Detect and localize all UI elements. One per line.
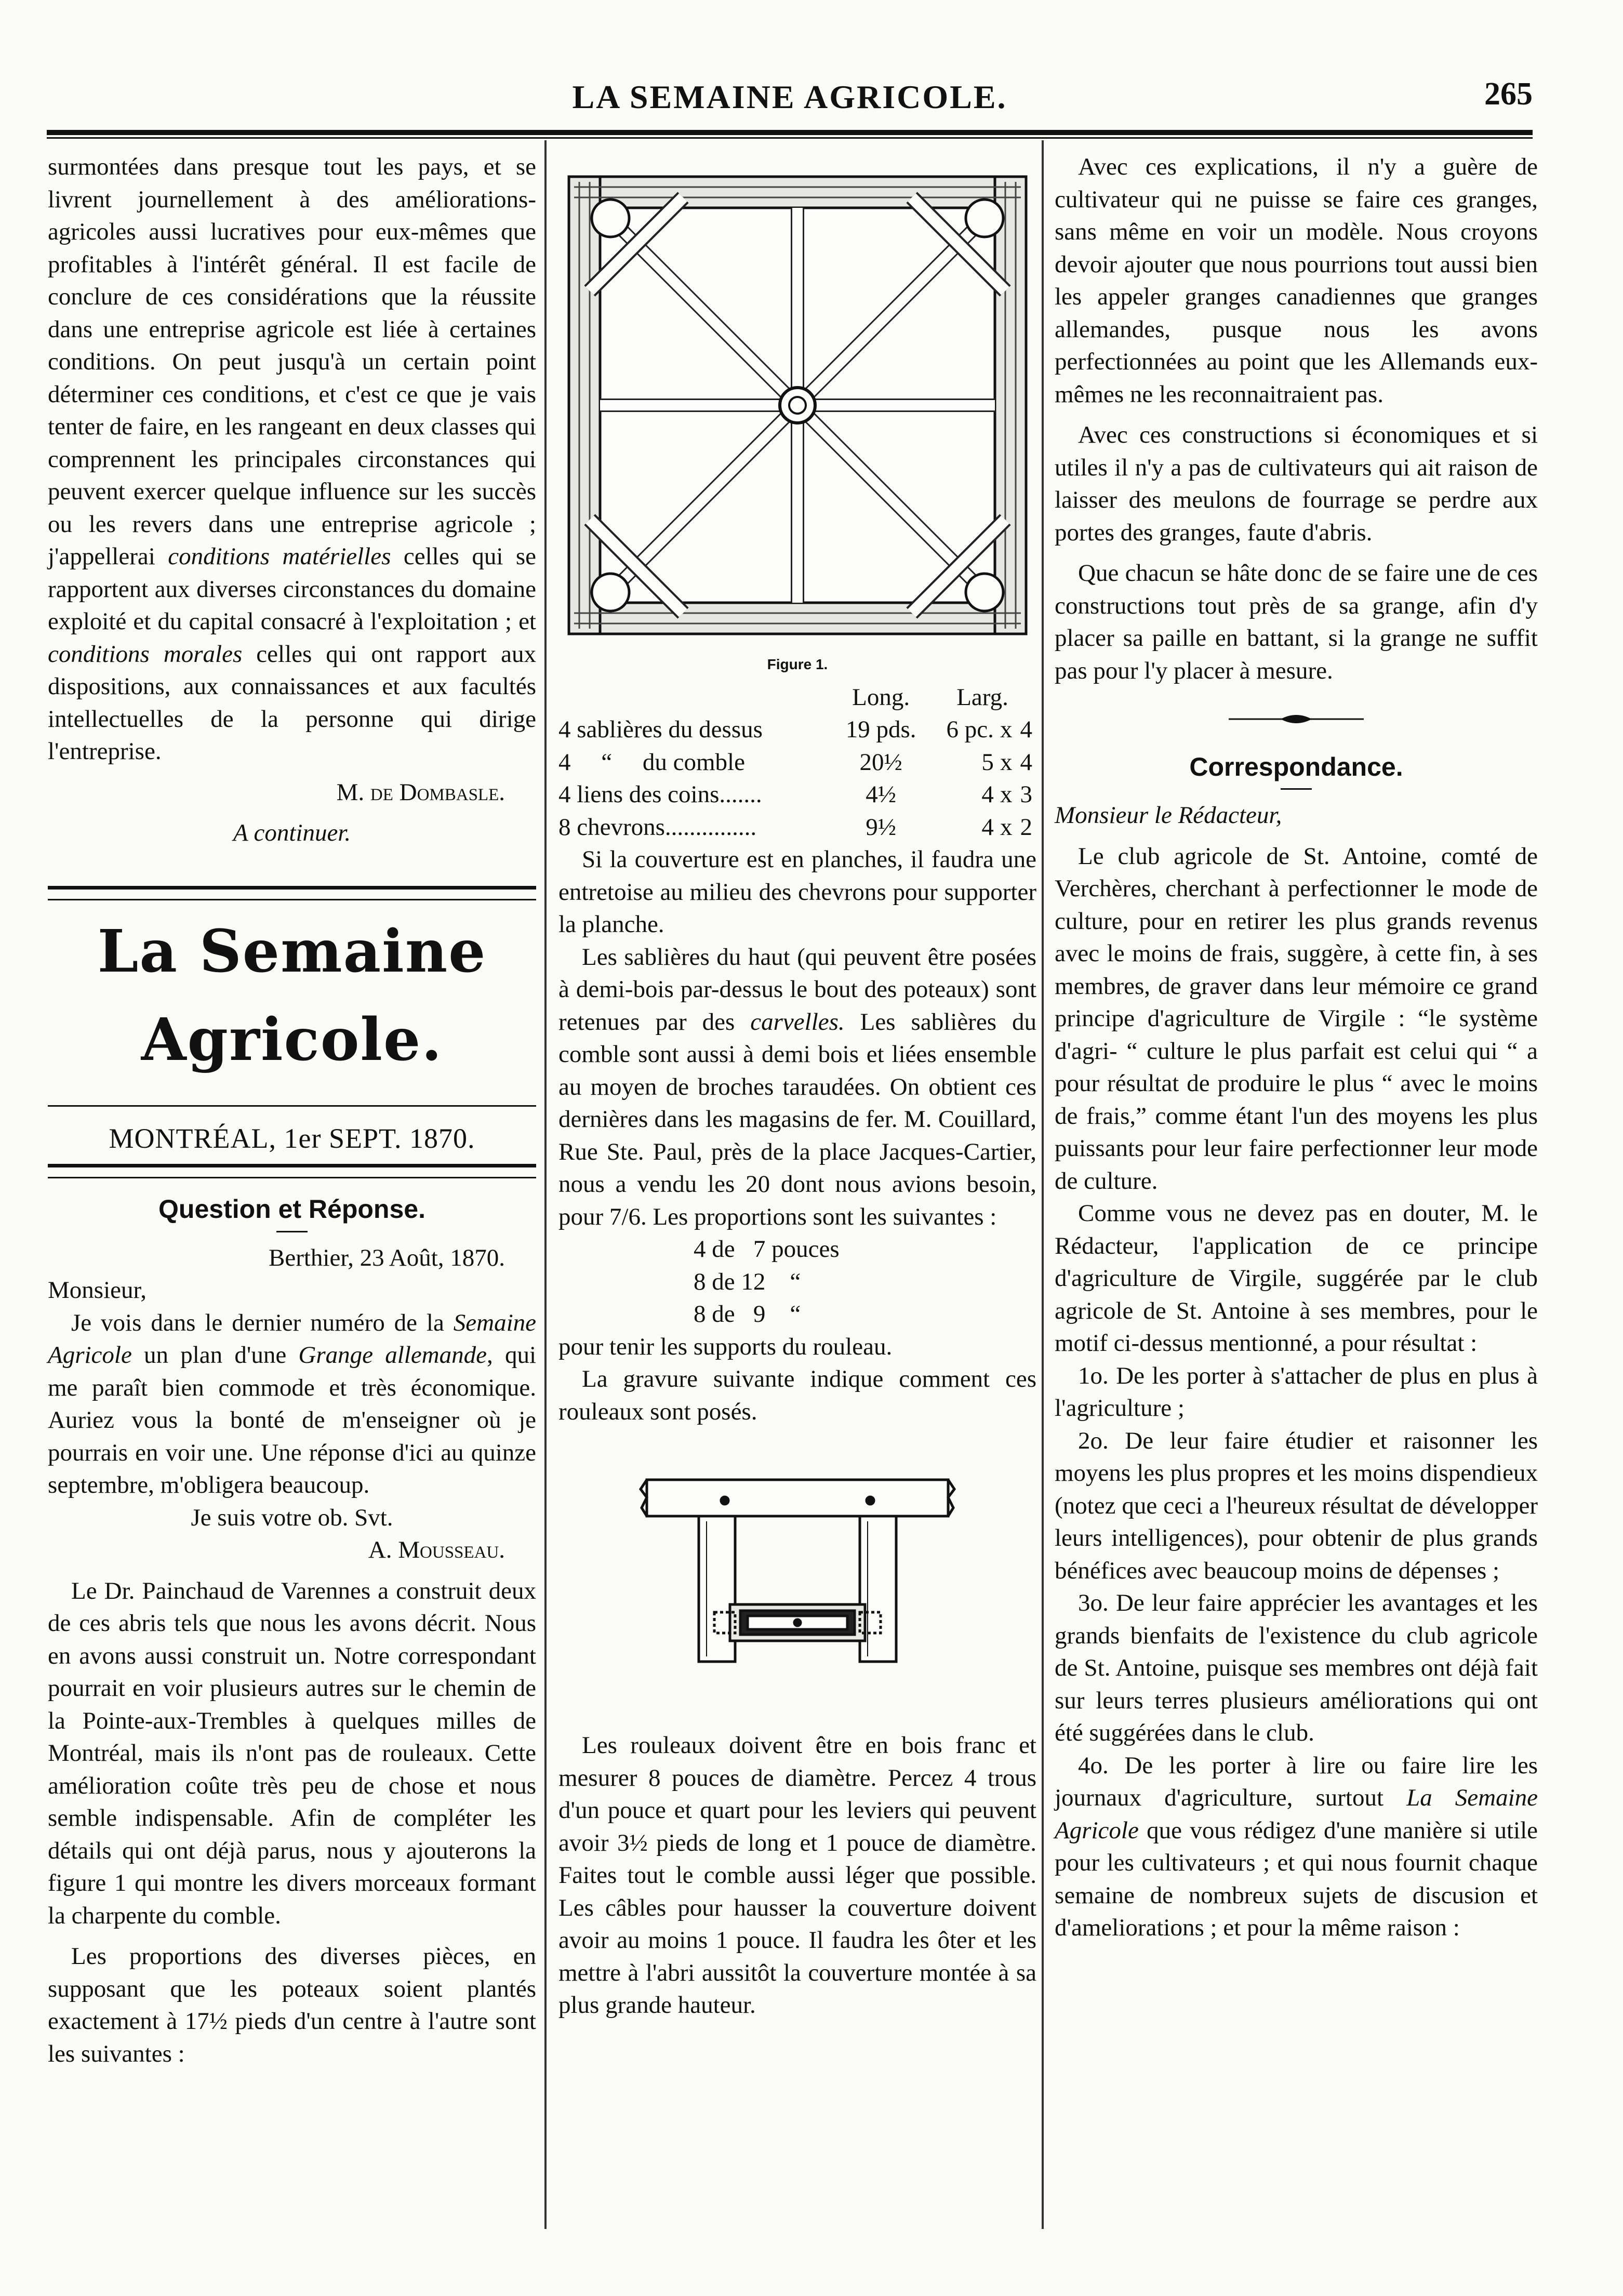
column-3	[1055, 151, 1538, 1944]
qa-section-title: Question et Réponse.	[158, 1195, 425, 1224]
dateline-rule-thin	[48, 1177, 536, 1178]
row-x: x	[1000, 716, 1013, 743]
col-header-larg: Larg.	[956, 683, 1008, 711]
paragraph: Les rouleaux doivent être en bois franc et mesurer 8 pouces de diamètre. Percez 4 trous d'un pouce et quart pour les leviers qui peuvent avoir 3½ pieds de long et 1 pouce de diamètre. Faites tout le comble aussi léger que possible. Les câbles pour hausser la couverture doivent avoir au moins 1 pouce. Il faudra les ôter et les mettre à l'abri aussitôt la couverture montée à sa plus grande hauteur.	[558, 1732, 1036, 2019]
list-item: 2o. De leur faire étudier et raisonner les moyens les plus propres et les moins dispendieux (notez que ceci a l'heureux résultat de développer leurs intelligences), pour obtenir de plus grands bénéfices avec beaucoup moins de dépenses ;	[1055, 1427, 1538, 1584]
row-x: x	[1000, 813, 1013, 841]
section-rule-thin	[48, 899, 536, 900]
title-dash	[276, 1231, 308, 1232]
row-larg1: 4	[981, 813, 994, 841]
list-item: 4 de 7 pouces	[694, 1236, 840, 1263]
table-row	[558, 778, 1036, 811]
letter-signature: A. Mousseau.	[368, 1536, 505, 1563]
paragraph: Le club agricole de St. Antoine, comté de Verchères, cherchant à perfectionner le mode de culture, pour en retirer les plus grands revenus avec le moins de frais, suggère, à cette fin, à ses membres, de graver dans leur mémoire ce grand principe d'agriculture de Virgile : “le système d'agri- “ culture le plus parfait est celui qui “ a pour résultat de produire le plus “ avec le moins de frais,” comme étant l'un des moyens les plus puissants pour leur faire perfectionner leur mode de culture.	[1055, 842, 1538, 1195]
table-row	[558, 746, 1036, 779]
column-divider-2	[1042, 140, 1044, 2229]
section-rule	[48, 886, 536, 890]
timber-dimensions-table	[558, 681, 1036, 844]
masthead-rule	[48, 1105, 536, 1107]
header-rule	[47, 130, 1533, 135]
row-long: 19 pds.	[845, 716, 916, 743]
dateline: MONTRÉAL, 1er SEPT. 1870.	[109, 1122, 475, 1154]
ornament-divider	[1055, 702, 1538, 735]
title-dash	[1281, 788, 1312, 790]
row-label: 4 sablières du dessus	[558, 716, 763, 743]
letter-closing: Je suis votre ob. Svt.	[191, 1504, 393, 1531]
row-x: x	[1000, 748, 1013, 776]
author-signature: M. de Dombasle.	[336, 778, 505, 806]
roof-frame-figure	[558, 166, 1036, 644]
row-long: 20½	[859, 748, 902, 776]
column-1	[48, 151, 536, 2070]
paragraph: Les sablières du haut (qui peuvent être posées à demi-bois par-dessus le bout des poteaux) sont retenues par des carvelles. Les sablières du comble sont aussi à demi bois et liées ensemble au moyen de broches taraudées. On obtient ces dernières dans les magasins de fer. M. Couillard, Rue Ste. Paul, près de la place Jacques-Cartier, nous a vendu les 20 dont nous avions besoin, pour 7/6. Les proportions sont les suivantes :	[558, 943, 1036, 1230]
row-larg2: 3	[1020, 781, 1032, 808]
letter-place-date: Berthier, 23 Août, 1870.	[268, 1244, 505, 1271]
list-item: 3o. De leur faire apprécier les avantages et les grands bienfaits de l'existence du club agricole de St. Antoine, puisque ses membres ont déjà fait sur leurs terres plusieurs améliorations qui ont été suggérées dans le club.	[1055, 1589, 1538, 1746]
answer-paragraph: Le Dr. Painchaud de Varennes a construit deux de ces abris tels que nous les avons décrit. Nous en avons aussi construit un. Notre correspondant pourrait en voir plusieurs autres sur le chemin de la Pointe-aux-Trembles à quelques milles de Montréal, mais ils n'ont pas de rouleaux. Cette amélioration coûte très peu de chose et nous semble indispensable. Afin de compléter les détails qui ont déjà parus, nous y ajouterons la figure 1 qui montre les divers morceaux formant la charpente du comble.	[48, 1577, 536, 1929]
list-item: 8 de 9 “	[694, 1300, 801, 1328]
letter-salutation: Monsieur le Rédacteur,	[1055, 802, 1282, 829]
paragraph: La gravure suivante indique comment ces rouleaux sont posés.	[558, 1365, 1036, 1425]
header-rule-thin	[47, 137, 1533, 139]
roller-figure	[636, 1469, 959, 1667]
table-row	[558, 811, 1036, 844]
row-label: 8 chevrons...............	[558, 813, 757, 841]
row-larg2: 4	[1020, 716, 1032, 743]
row-larg1: 5	[981, 748, 994, 776]
row-larg1: 4	[981, 781, 994, 808]
row-larg2: 4	[1020, 748, 1032, 776]
column-divider-1	[544, 140, 547, 2229]
row-long: 9½	[866, 813, 896, 841]
letter-body: Je vois dans le dernier numéro de la Semaine Agricole un plan d'une Grange allemande, qui me paraît bien commode et très économique. Auriez vous la bonté de m'enseigner où je pourrais en voir une. Une réponse d'ici au quinze septembre, m'obligera beaucoup.	[48, 1309, 536, 1498]
paragraph: Avec ces constructions si économiques et si utiles il n'y a pas de cultivateurs qui ait raison de laisser des meulons de fourrage se perdre aux portes des granges, faute d'abris.	[1055, 421, 1538, 546]
to-continue-note: A continuer.	[233, 819, 351, 846]
row-larg1: 6 pc.	[946, 716, 994, 743]
correspondence-title: Correspondance.	[1189, 752, 1403, 781]
paragraph: Comme vous ne devez pas en douter, M. le Rédacteur, l'application de ce principe d'agriculture de Virgile, suggérée par le club agricole de St. Antoine à ses membres, pour le motif ci-dessus mentionné, a pour résultat :	[1055, 1200, 1538, 1357]
list-item: 4o. De les porter à lire ou faire lire les journaux d'agriculture, surtout La Semaine Agricole que vous rédigez d'une manière si utile pour les cultivateurs ; et qui nous fournit chaque semaine de nombreux sujets de discusion et d'ameliorations ; et pour la même raison :	[1055, 1751, 1538, 1941]
article-continuation: surmontées dans presque tout les pays, et se livrent journellement à des améliorations-agricoles aussi lucratives pour eux-mêmes que profitables à l'intérêt général. Il est facile de conclure de ces considérations que la réussite dans une entreprise agricole est liée à certaines conditions. On peut jusqu'à un certain point déterminer ces conditions, et c'est ce que je vais tenter de faire, en les rangeant en deux classes qui comprennent les principales circonstances qui peuvent exercer quelque influence sur les succès ou les revers dans une entreprise agricole ; j'appellerai conditions matérielles celles qui se rapportent aux diverses circonstances du domaine exploité et du capital consacré à l'exploitation ; et conditions morales celles qui ont rapport aux dispositions, aux connaissances et aux facultés intellectuelles de la personne qui dirige l'entreprise.	[48, 153, 537, 765]
size-list	[694, 1233, 1036, 1331]
proportions-paragraph: Les proportions des diverses pièces, en supposant que les poteaux soient plantés exactement à 17½ pieds d'un centre à l'autre sont les suivantes :	[48, 1943, 536, 2067]
row-label: 4 “ du comble	[558, 748, 745, 776]
list-item: 1o. De les porter à s'attacher de plus en plus à l'agriculture ;	[1055, 1362, 1538, 1422]
paragraph: Avec ces explications, il n'y a guère de cultivateur qui ne puisse se faire ces granges, sans même en voir un modèle. Nous croyons devoir ajouter que nous pourrions tout aussi bien les appeler granges canadiennes que granges allemandes, pusque nous les avons perfectionnées au point que les Allemands eux-mêmes ne les reconnaitraient pas.	[1055, 153, 1538, 408]
letter-salutation: Monsieur,	[48, 1277, 147, 1304]
page-header	[47, 73, 1533, 125]
row-long: 4½	[866, 781, 896, 808]
paragraph: pour tenir les supports du rouleau.	[558, 1333, 893, 1360]
masthead-title: La Semaine Agricole.	[97, 917, 487, 1074]
column-2	[558, 151, 1036, 2022]
ornament-icon	[1229, 713, 1364, 725]
row-x: x	[1000, 781, 1013, 808]
list-item: 8 de 12 “	[694, 1268, 801, 1295]
dateline-rule	[48, 1164, 536, 1167]
paragraph: Si la couverture est en planches, il faudra une entretoise au milieu des chevrons pour supporter la planche.	[558, 846, 1036, 938]
table-row	[558, 713, 1036, 746]
table-header-row	[558, 681, 1036, 714]
paragraph: Que chacun se hâte donc de se faire une de ces constructions tout près de sa grange, afin d'y placer sa paille en battant, si la grange ne suffit pas pour l'y placer à mesure.	[1055, 560, 1538, 684]
figure-caption: Figure 1.	[767, 656, 828, 672]
page-number: 265	[1484, 76, 1533, 112]
running-title: LA SEMAINE AGRICOLE.	[572, 78, 1007, 115]
row-larg2: 2	[1020, 813, 1032, 841]
row-label: 4 liens des coins.......	[558, 781, 762, 808]
col-header-long: Long.	[852, 683, 910, 711]
